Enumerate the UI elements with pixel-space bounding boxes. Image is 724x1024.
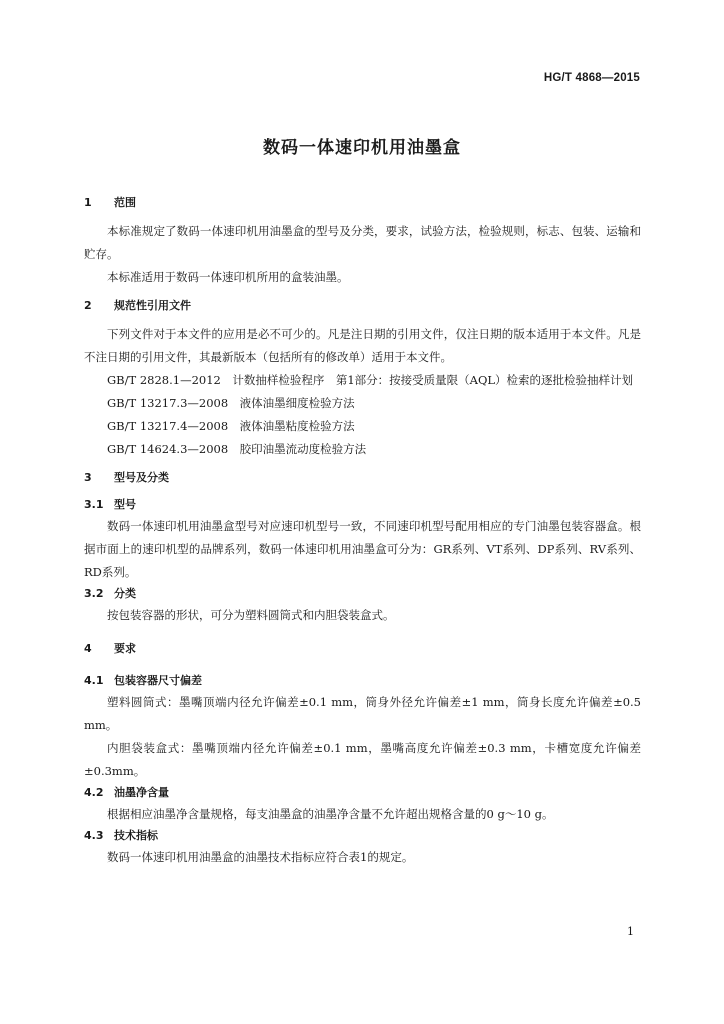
reference-item: GB/T 2828.1—2012 计数抽样检验程序 第1部分：按接受质量限（AQL）检索的逐批检验抽样计划 xyxy=(107,373,634,387)
subsection-number: 4.3 xyxy=(84,829,104,842)
section-title: 型号及分类 xyxy=(114,471,169,484)
paragraph: 根据相应油墨净含量规格，每支油墨盒的油墨净含量不允许超出规格含量的0 g～10 g。 xyxy=(107,807,554,821)
section-3-heading xyxy=(84,468,641,488)
section-2-heading xyxy=(84,296,641,316)
subsection-number: 4.2 xyxy=(84,786,104,799)
reference-item: GB/T 13217.3—2008 液体油墨细度检验方法 xyxy=(107,396,355,410)
paragraph: 数码一体速印机用油墨盒的油墨技术指标应符合表1的规定。 xyxy=(107,850,414,864)
section-4-heading xyxy=(84,639,641,659)
paragraph: 下列文件对于本文件的应用是必不可少的。凡是注日期的引用文件，仅注日期的版本适用于本文件。凡是不注日期的引用文件，其最新版本（包括所有的修改单）适用于本文件。 xyxy=(84,327,641,364)
standard-code: HG/T 4868—2015 xyxy=(543,72,640,84)
subsection-title: 型号 xyxy=(114,498,136,511)
paragraph: 本标准规定了数码一体速印机用油墨盒的型号及分类，要求，试验方法，检验规则，标志、包装、运输和贮存。 xyxy=(84,224,641,261)
subsection-4-1-heading xyxy=(84,671,641,691)
subsection-title: 包装容器尺寸偏差 xyxy=(114,674,202,687)
paragraph: 按包装容器的形状，可分为塑料圆筒式和内胆袋装盒式。 xyxy=(107,608,395,622)
subsection-number: 3.2 xyxy=(84,587,104,600)
section-number: 2 xyxy=(84,299,92,312)
subsection-number: 4.1 xyxy=(84,674,104,687)
subsection-3-2-heading xyxy=(84,584,641,604)
reference-item: GB/T 14624.3—2008 胶印油墨流动度检验方法 xyxy=(107,442,367,456)
subsection-3-1-heading xyxy=(84,495,641,515)
page-title: 数码一体速印机用油墨盒 xyxy=(263,138,461,158)
paragraph: 本标准适用于数码一体速印机所用的盒装油墨。 xyxy=(107,270,349,284)
section-title: 规范性引用文件 xyxy=(114,299,191,312)
subsection-title: 油墨净含量 xyxy=(114,786,169,799)
section-number: 4 xyxy=(84,642,92,655)
section-1-heading xyxy=(84,193,641,213)
subsection-4-2-heading xyxy=(84,783,641,803)
section-title: 范围 xyxy=(114,196,136,209)
section-number: 1 xyxy=(84,196,92,209)
paragraph: 数码一体速印机用油墨盒型号对应速印机型号一致，不同速印机型号配用相应的专门油墨包装容器盒。根据市面上的速印机型的品牌系列，数码一体速印机用油墨盒可分为：GR系列、VT系列、DP系列、RV系列、RD系列。 xyxy=(84,519,641,579)
page-number: 1 xyxy=(627,925,634,938)
subsection-title: 分类 xyxy=(114,587,136,600)
document-body xyxy=(84,193,641,869)
subsection-number: 3.1 xyxy=(84,498,104,511)
paragraph: 内胆袋装盒式：墨嘴顶端内径允许偏差±0.1 mm，墨嘴高度允许偏差±0.3 mm，卡槽宽度允许偏差±0.3mm。 xyxy=(84,741,641,778)
paragraph: 塑料圆筒式：墨嘴顶端内径允许偏差±0.1 mm，筒身外径允许偏差±1 mm，筒身长度允许偏差±0.5 mm。 xyxy=(84,695,641,732)
reference-item: GB/T 13217.4—2008 液体油墨粘度检验方法 xyxy=(107,419,355,433)
subsection-4-3-heading xyxy=(84,826,641,846)
section-number: 3 xyxy=(84,471,92,484)
section-title: 要求 xyxy=(114,642,136,655)
subsection-title: 技术指标 xyxy=(114,829,158,842)
